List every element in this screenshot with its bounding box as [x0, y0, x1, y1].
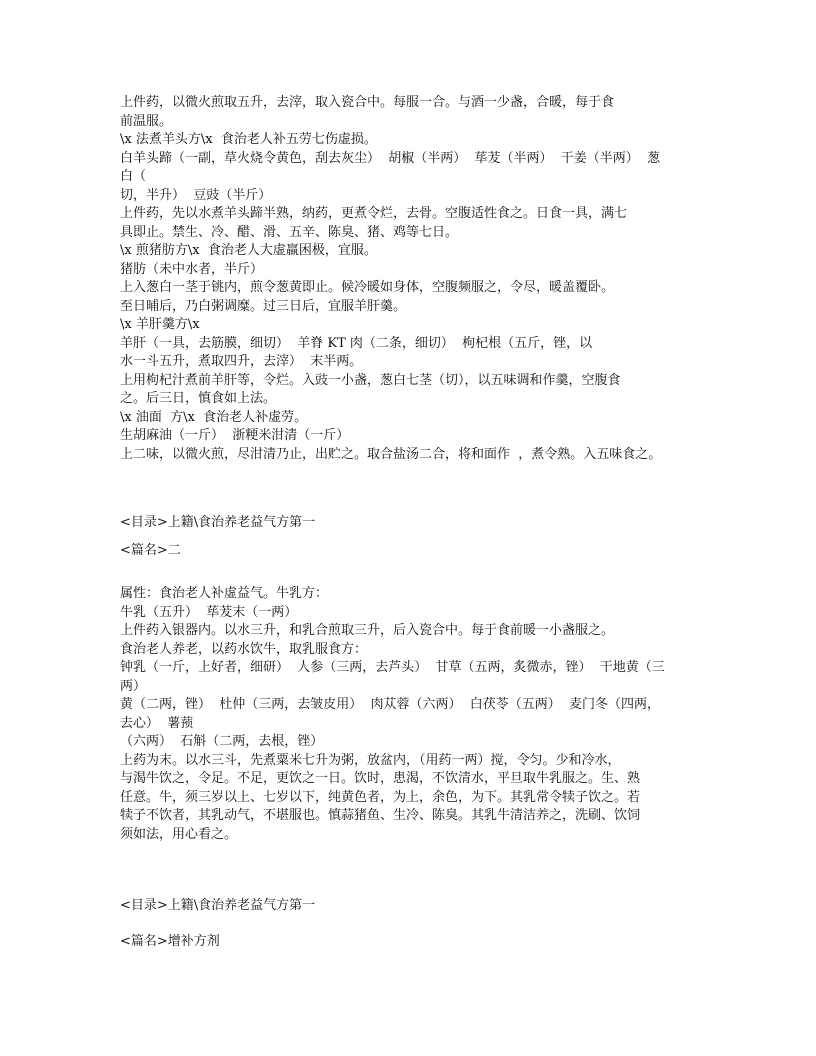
text-line: 属性：食治老人补虚益气。牛乳方： — [120, 586, 329, 601]
text-line: 至日晡后，乃白粥调糜。过三日后，宜服羊肝羹。 — [120, 298, 407, 314]
text-line: 水一斗五升，煮取四升，去滓） 末半两。 — [120, 354, 363, 369]
text-line: \x 羊肝羹方\x — [120, 317, 200, 332]
text-line: 两） — [120, 678, 147, 694]
text-line: 黄（二两，锉） 杜仲（三两，去皱皮用） 肉苁蓉（六两） 白茯苓（五两） 麦门冬（四两， — [120, 697, 661, 712]
text-line: 上用枸杞汁煮前羊肝等，令烂。入豉一小盏，葱白七茎（切），以五味调和作羹，空腹食 — [120, 372, 621, 388]
text-line: 上件药，以微火煎取五升，去滓，取入瓷合中。每服一合。与酒一少盏，合暖，每于食 — [120, 95, 615, 110]
text-line: 前温服。 — [120, 113, 173, 129]
text-line: \x 油面 方\x 食治老人补虚劳。 — [120, 409, 308, 425]
text-line: 牛乳（五升） 荜茇末（一两） — [120, 604, 298, 620]
text-line: 食治老人养老，以药水饮牛，取乳服食方： — [120, 641, 368, 657]
text-line: 生胡麻油（一斤） 浙粳米泔清（一斤） — [120, 428, 350, 443]
text-line: 切，半升） 豆豉（半斤） — [120, 187, 272, 203]
text-line: 上药为末。以水三斗，先煮粟米七升为粥，放盆内，（用药一两）搅，令匀。少和冷水， — [120, 752, 621, 768]
text-line: 上入葱白一茎于铫内，煎令葱黄即止。候冷暖如身体，空腹频服之，令尽，暖盖覆卧。 — [120, 280, 615, 295]
text-line: 与渴牛饮之，令足。不足，更饮之一日。饮时，患渴，不饮清水，平旦取牛乳服之。生、熟 — [120, 771, 641, 786]
text-line: 去心） 薯蓣 — [120, 715, 194, 731]
text-line: 犊子不饮者，其乳动气，不堪服也。慎蒜猪鱼、生冷、陈臭。其乳牛清洁养之，洗刷、饮饲 — [120, 808, 641, 823]
text-line: 之。后三日，慎食如上法。 — [120, 391, 277, 406]
text-line: 具即止。禁生、冷、醋、滑、五辛、陈臭、猪、鸡等七日。 — [120, 224, 459, 240]
text-line: 上件药入银器内。以水三升，和乳合煎取三升，后入瓷合中。每于食前暖一小盏服之。 — [120, 623, 615, 638]
text-line: 羊肝（一具，去筋膜，细切） 羊脊 KT 肉（二条，细切） 枸杞根（五斤，锉，以 — [120, 335, 593, 351]
text-line: 任意。牛，须三岁以上、七岁以下，纯黄色者，为上，余色，为下。其乳常令犊子饮之。若 — [120, 789, 641, 805]
text-line: （六两） 石斛（二两，去根，锉） — [120, 734, 324, 749]
text-line: 白羊头蹄（一副，草火烧令黄色，刮去灰尘） 胡椒（半两） 荜茇（半两） 干姜（半两） 葱 — [120, 150, 661, 166]
text-line: 钟乳（一斤，上好者，细研） 人参（三两，去芦头） 甘草（五两，炙微赤，锉） 干地黄（三 — [120, 660, 665, 675]
text-line: \x 法煮羊头方\x 食治老人补五劳七伤虚损。 — [120, 132, 377, 147]
text-line: 白（ — [120, 169, 147, 184]
text-line: \x 煎猪肪方\x 食治老人大虚羸困极，宜服。 — [120, 243, 377, 258]
text-line: 猪肪（未中水者，半斤） — [120, 261, 264, 277]
catalog-heading: <目录>上籍\食治养老益气方第一 — [120, 515, 316, 530]
chapter-heading: <篇名>二 — [120, 543, 181, 558]
catalog-heading: <目录>上籍\食治养老益气方第一 — [120, 898, 316, 913]
chapter-heading: <篇名>增补方剂 — [120, 934, 220, 949]
text-line: 上件药，先以水煮羊头蹄半熟，纳药，更煮令烂，去骨。空腹适性食之。日食一具，满七 — [120, 206, 628, 221]
text-line: 上二味，以微火煎，尽泔清乃止，出贮之。取合盐汤二合，将和面作 ，煮令熟。入五味食之。 — [120, 446, 662, 462]
text-line: 须如法，用心看之。 — [120, 826, 238, 842]
